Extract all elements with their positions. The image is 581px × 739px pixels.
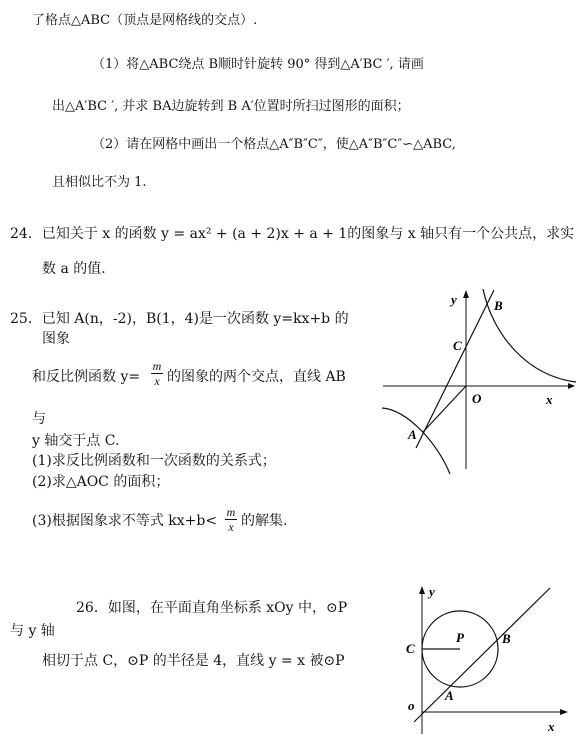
- segment-ao: [423, 386, 466, 432]
- q23-part1-line2: 出△A′BC ′, 并求 BA边旋转到 B A′位置时所扫过图形的面积；: [52, 99, 410, 114]
- q25-line3-post: 的图象的两个交点，直线 AB: [167, 369, 346, 385]
- q23-part2-line2: 且相似比不为 1.: [52, 175, 147, 190]
- q23-line0: 了格点△ABC（顶点是网格线的交点）.: [32, 13, 258, 28]
- q25-line3-pre: 和反比例函数 y=: [32, 369, 141, 385]
- x-axis-arrow-icon: [568, 383, 575, 389]
- point-a-label: A: [445, 688, 454, 703]
- fraction-numerator: m: [226, 505, 236, 519]
- point-c-label: C: [406, 641, 415, 656]
- q25-line5: y 轴交于点 C.: [32, 433, 120, 449]
- q25-line2: 图象: [42, 331, 70, 347]
- y-axis-label: y: [429, 584, 435, 599]
- q25-line4: 与: [32, 411, 46, 427]
- fraction-denominator: x: [154, 374, 160, 388]
- line-ab: [416, 290, 494, 448]
- q25-figure: [378, 284, 578, 474]
- q23-part2-line1: （2）请在网格中画出一个格点△A″B″C″，使△A″B″C″∽△ABC,: [92, 137, 456, 152]
- fraction-denominator: x: [228, 520, 234, 534]
- x-axis-label: x: [546, 392, 553, 407]
- q24-line2: 数 a 的值.: [42, 261, 106, 277]
- point-a-label: A: [408, 427, 417, 442]
- q25-fraction-m-over-x: [151, 360, 163, 387]
- q25-part1: (1)求反比例函数和一次函数的关系式；: [32, 453, 276, 469]
- q26-line2: 与 y 轴: [10, 623, 55, 639]
- q25-fraction-m-over-x-2: [225, 506, 237, 533]
- fraction-numerator: m: [152, 359, 162, 373]
- point-p-label: P: [456, 630, 464, 645]
- q25-part3-pre: (3)根据图象求不等式 kx+b<: [32, 513, 218, 529]
- q25-part2: (2)求△AOC 的面积；: [32, 474, 170, 490]
- point-c-label: C: [453, 338, 462, 353]
- y-axis-arrow-icon: [419, 586, 425, 594]
- y-axis-arrow-icon: [463, 290, 469, 298]
- point-b-label: B: [494, 298, 503, 313]
- q26-line3: 相切于点 C，⊙P 的半径是 4，直线 y = x 被⊙P: [42, 653, 345, 669]
- q26-figure: [400, 584, 575, 739]
- x-axis-arrow-icon: [560, 709, 568, 715]
- y-axis-label: y: [451, 292, 457, 307]
- q26-line1: 26．如图，在平面直角坐标系 xOy 中，⊙P: [76, 600, 348, 616]
- origin-label: O: [472, 391, 482, 406]
- q25-line1: 25．已知 A(n，-2)，B(1，4)是一次函数 y=kx+b 的: [10, 311, 349, 327]
- point-b-label: B: [502, 631, 511, 646]
- x-axis-label: x: [548, 719, 555, 734]
- q25-part3-post: 的解集.: [241, 513, 288, 529]
- origin-label: o: [408, 698, 415, 713]
- q23-part1-line1: （1）将△ABC绕点 B顺时针旋转 90° 得到△A′BC ′, 请画: [92, 57, 424, 72]
- line-y-equals-x: [414, 588, 550, 722]
- q24-line1: 24．已知关于 x 的函数 y = ax² + (a + 2)x + a + 1的图象与 x 轴只有一个公共点，求实: [10, 226, 575, 242]
